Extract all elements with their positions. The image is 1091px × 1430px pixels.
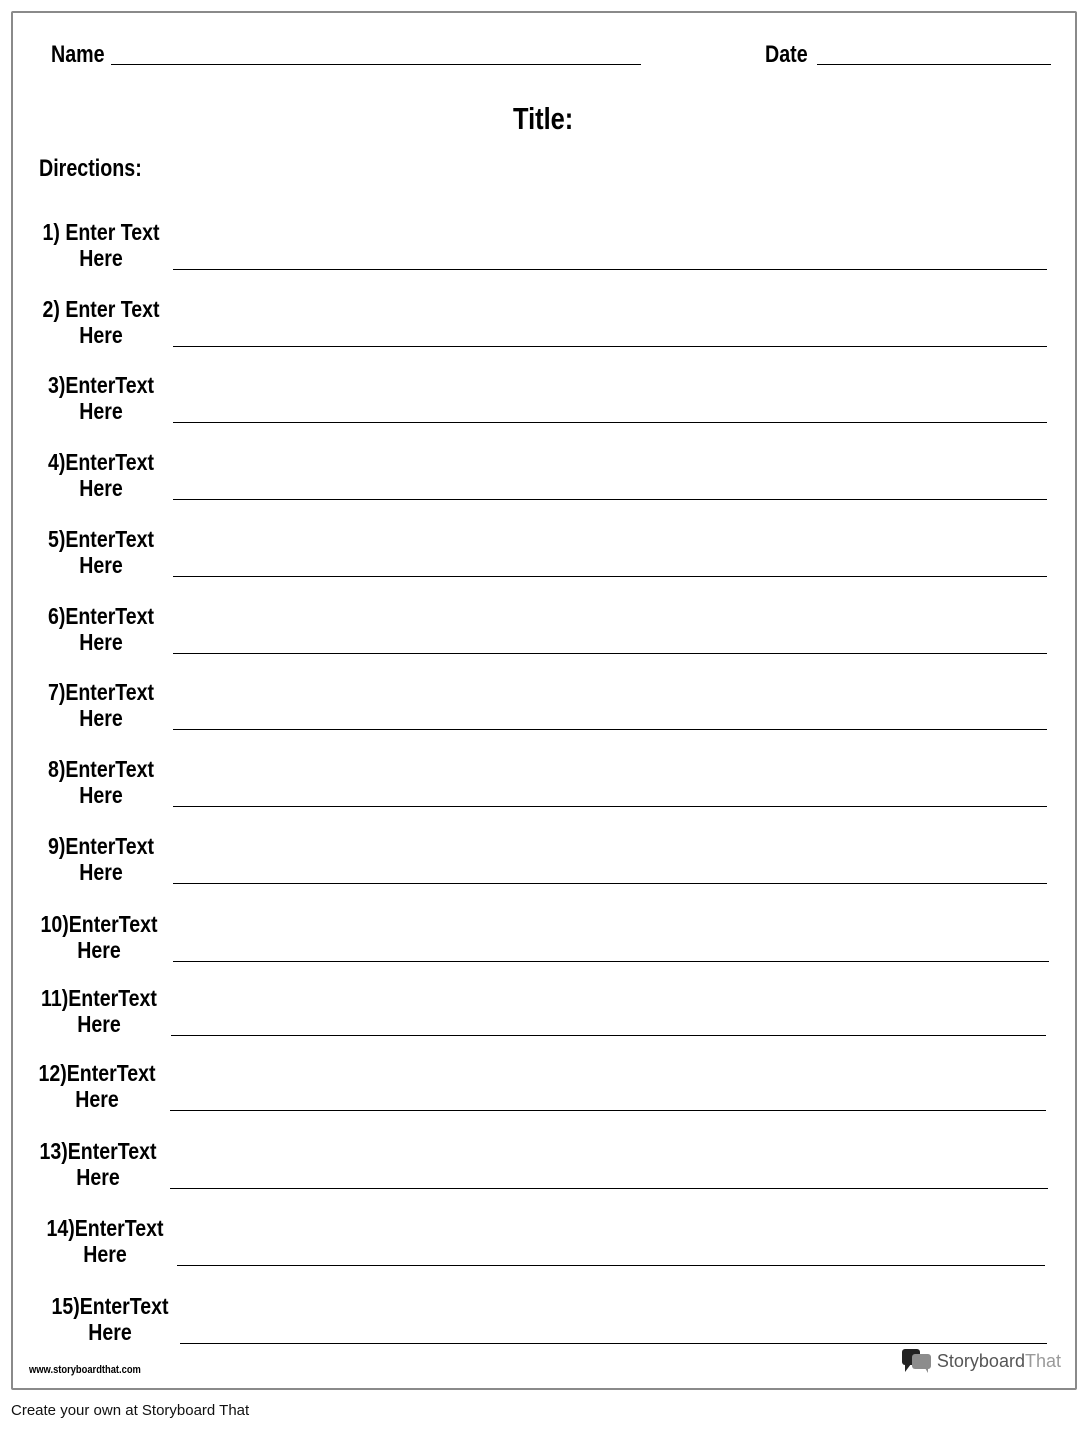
question-label xyxy=(14,985,184,1037)
answer-line[interactable] xyxy=(173,729,1047,730)
answer-line[interactable] xyxy=(173,806,1047,807)
question-label-line2: Here xyxy=(88,1319,132,1345)
question-label xyxy=(16,526,186,578)
question-label-line2: Here xyxy=(79,629,123,655)
question-label-line2: Here xyxy=(83,1241,127,1267)
question-label xyxy=(16,679,186,731)
question-label-line1: 1) Enter Text xyxy=(42,219,160,245)
answer-line[interactable] xyxy=(173,499,1047,500)
question-label-line1: 4)EnterText xyxy=(47,449,155,475)
date-label-text: Date xyxy=(765,41,808,68)
answer-line[interactable] xyxy=(173,883,1047,884)
question-label-line1: 8)EnterText xyxy=(47,756,155,782)
question-label-line1: 11)EnterText xyxy=(41,985,157,1011)
question-label-line1: 5)EnterText xyxy=(47,526,155,552)
question-label-line2: Here xyxy=(76,1164,120,1190)
worksheet xyxy=(11,11,1077,1390)
question-label-line1: 6)EnterText xyxy=(47,603,155,629)
question-label xyxy=(20,1215,190,1267)
speech-bubbles-icon xyxy=(901,1348,933,1374)
question-label-line2: Here xyxy=(75,1086,119,1112)
name-field[interactable] xyxy=(111,64,641,65)
question-label xyxy=(16,296,186,348)
question-label xyxy=(16,372,186,424)
question-label xyxy=(16,449,186,501)
question-label-line2: Here xyxy=(79,398,123,424)
question-label-line1: 10)EnterText xyxy=(40,911,158,937)
answer-line[interactable] xyxy=(170,1188,1048,1189)
question-label xyxy=(16,603,186,655)
credit-text: Create your own at Storyboard That xyxy=(11,1402,250,1419)
question-label-line2: Here xyxy=(79,552,123,578)
directions-text: Directions: xyxy=(39,155,142,182)
title-text: Title: xyxy=(513,101,574,136)
question-label-line1: 14)EnterText xyxy=(46,1215,164,1241)
storyboardthat-logo xyxy=(901,1348,1061,1374)
answer-line[interactable] xyxy=(173,422,1047,423)
answer-line[interactable] xyxy=(171,1035,1046,1036)
question-label-line1: 3)EnterText xyxy=(47,372,155,398)
question-label-line1: 7)EnterText xyxy=(47,679,155,705)
question-label xyxy=(25,1293,195,1345)
brand-main: Storyboard xyxy=(936,1350,1025,1371)
brand-suffix: That xyxy=(1024,1350,1061,1371)
question-label-line2: Here xyxy=(79,782,123,808)
title-label xyxy=(513,101,587,137)
answer-line[interactable] xyxy=(173,269,1047,270)
answer-line[interactable] xyxy=(170,1110,1046,1111)
question-label-line2: Here xyxy=(77,937,121,963)
directions-label xyxy=(39,155,164,183)
question-label-line2: Here xyxy=(79,322,123,348)
footer-url: www.storyboardthat.com xyxy=(29,1364,141,1376)
answer-line[interactable] xyxy=(177,1265,1045,1266)
question-label-line2: Here xyxy=(77,1011,121,1037)
answer-line[interactable] xyxy=(173,576,1047,577)
question-label xyxy=(16,833,186,885)
question-label-line1: 12)EnterText xyxy=(38,1060,156,1086)
question-label-line2: Here xyxy=(79,245,123,271)
question-label xyxy=(16,756,186,808)
question-label-line1: 9)EnterText xyxy=(47,833,155,859)
answer-line[interactable] xyxy=(173,346,1047,347)
date-label xyxy=(765,41,817,69)
question-label-line2: Here xyxy=(79,475,123,501)
question-label-line2: Here xyxy=(79,859,123,885)
question-label-line1: 13)EnterText xyxy=(39,1138,157,1164)
name-label-text: Name xyxy=(51,41,105,68)
question-label-line1: 15)EnterText xyxy=(51,1293,169,1319)
answer-line[interactable] xyxy=(180,1343,1047,1344)
answer-line[interactable] xyxy=(173,653,1047,654)
date-field[interactable] xyxy=(817,64,1051,65)
answer-line[interactable] xyxy=(173,961,1049,962)
question-label xyxy=(13,1138,183,1190)
question-label xyxy=(12,1060,182,1112)
question-label-line2: Here xyxy=(79,705,123,731)
question-label xyxy=(14,911,184,963)
name-label xyxy=(51,41,116,69)
question-label-line1: 2) Enter Text xyxy=(42,296,160,322)
question-label xyxy=(16,219,186,271)
